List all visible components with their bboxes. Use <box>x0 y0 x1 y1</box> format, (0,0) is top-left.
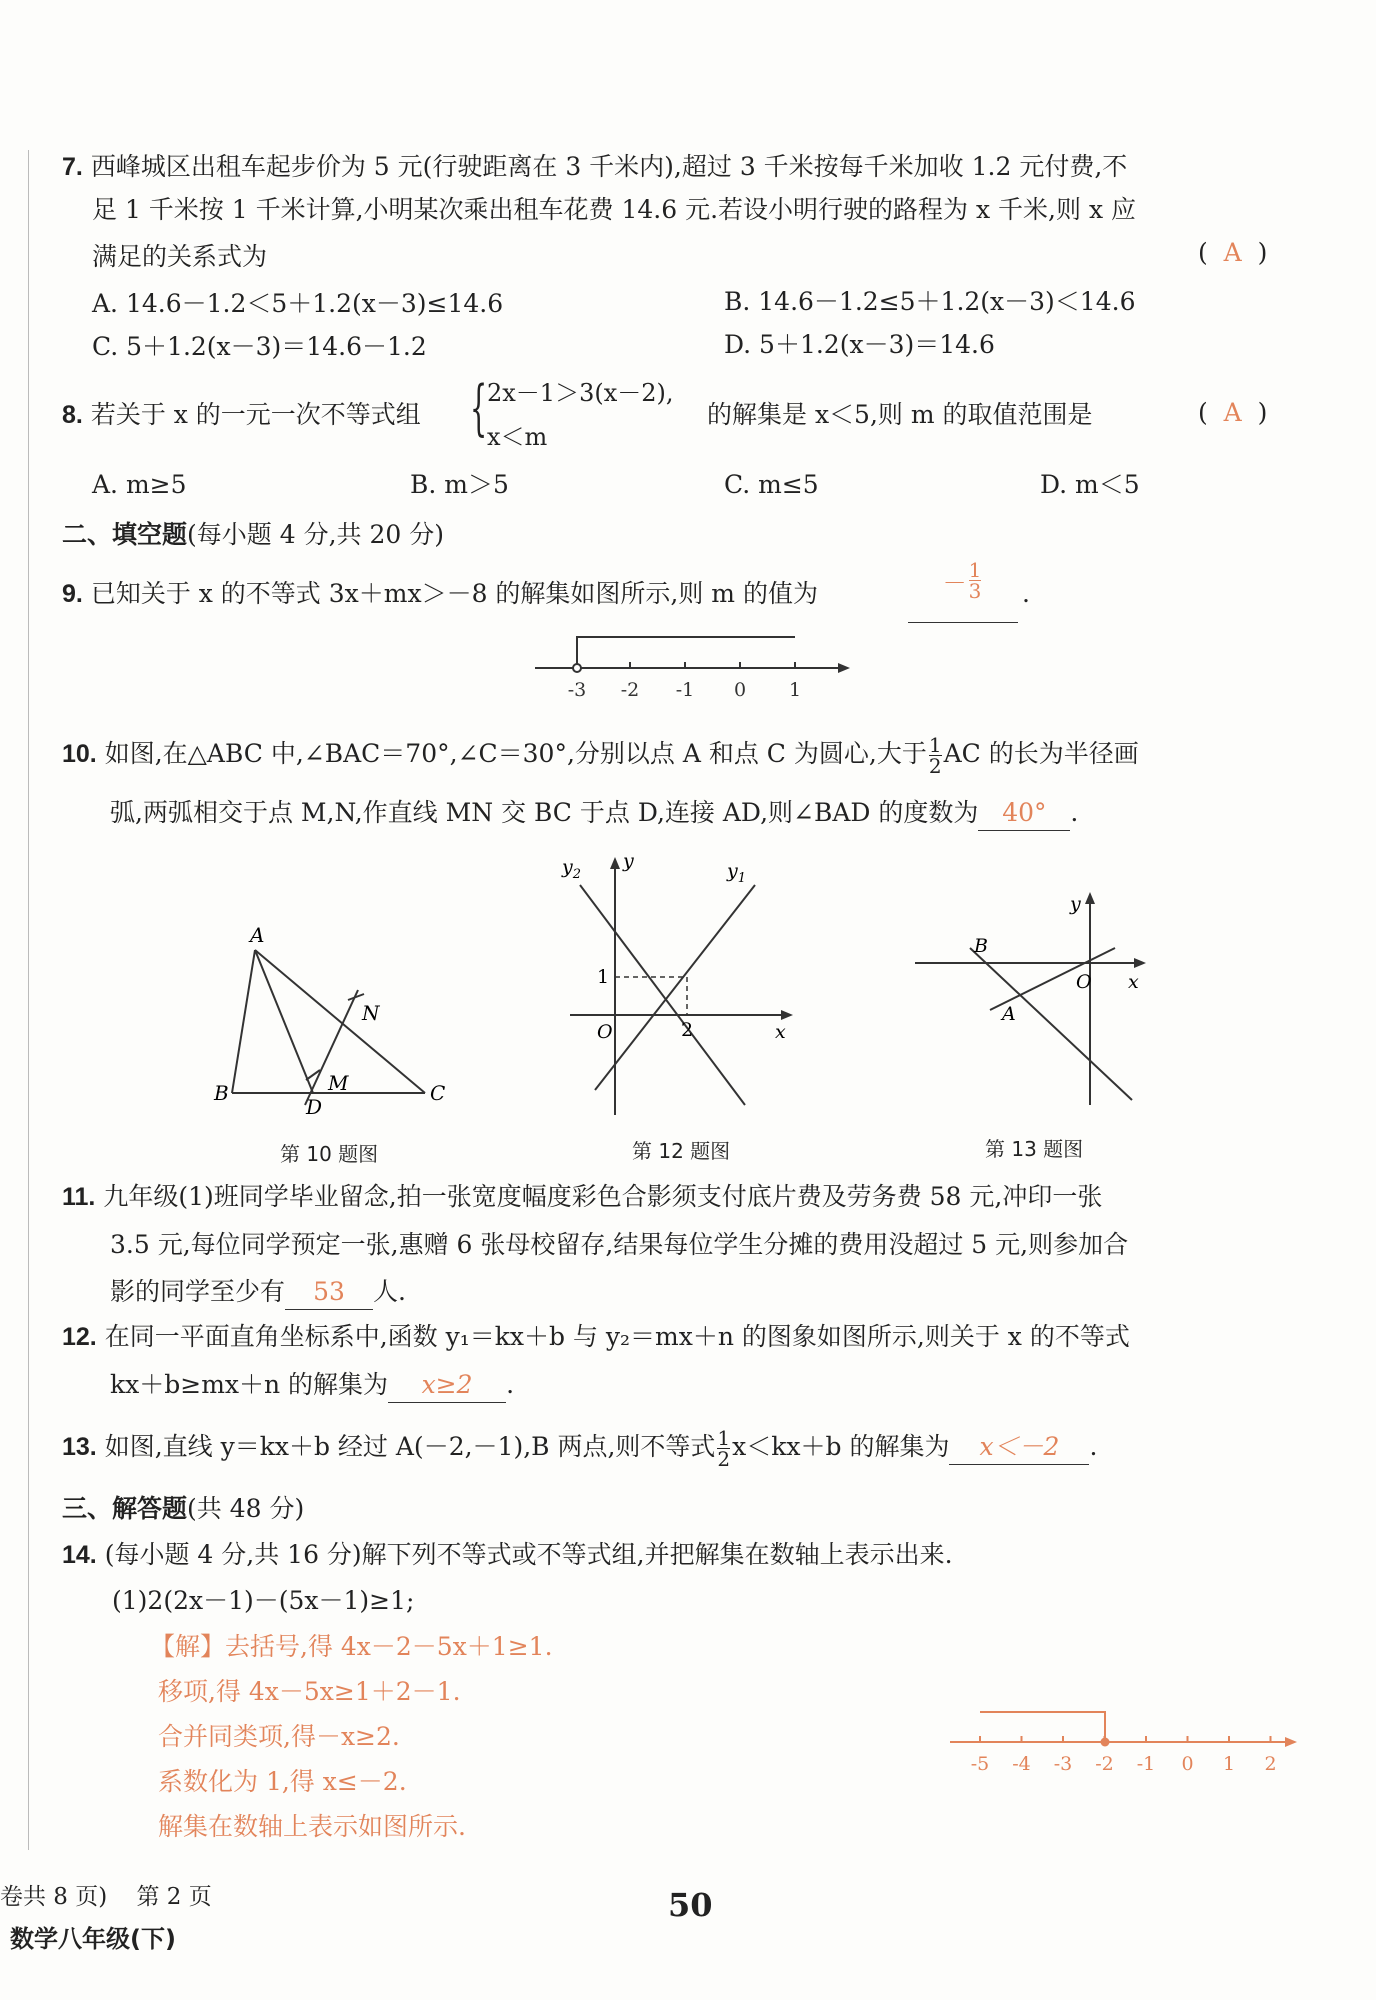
q12-line2 <box>110 1368 514 1403</box>
section-2-heading <box>62 518 444 552</box>
q13-answer: x＜－2 <box>949 1430 1089 1465</box>
fig10-label-B: B <box>214 1081 229 1105</box>
q11-answer: 53 <box>285 1275 373 1310</box>
q9-tick-label: -1 <box>675 679 695 701</box>
figure-13-caption: 第 13 题图 <box>985 1137 1084 1161</box>
q10-fraction-numerator: 1 <box>928 733 942 757</box>
margin-rule <box>28 150 29 1850</box>
q9-end: . <box>1022 579 1030 608</box>
q7-text-2: 足 1 千米按 1 千米计算,小明某次乘出租车花费 14.6 元.若设小明行驶的路程为 x 千米,则 x 应 <box>92 195 1136 224</box>
q8-option-c: C. m≤5 <box>724 470 819 499</box>
footer-page-number: 50 <box>668 1886 713 1924</box>
q13-number: 13. <box>62 1433 97 1461</box>
footer-left-1 <box>0 1880 212 1914</box>
q9-answer-numerator: 1 <box>968 558 982 582</box>
q7-line2 <box>92 193 1136 227</box>
q8-line1 <box>62 398 421 432</box>
q13-fraction-denominator: 2 <box>717 1447 731 1471</box>
q14-solution-2: 移项,得 4x－5x≥1＋2－1. <box>158 1677 461 1706</box>
q7-line3 <box>92 240 267 274</box>
q14-number: 14. <box>62 1541 97 1569</box>
q12-text-2: kx＋b≥mx＋n 的解集为 <box>110 1370 389 1399</box>
section-3-title: 三、解答题 <box>62 1495 188 1523</box>
q8-option-d: D. m＜5 <box>1040 470 1140 499</box>
figure-12-caption: 第 12 题图 <box>632 1139 731 1163</box>
q10-text-1b: AC 的长为半径画 <box>943 739 1139 768</box>
figure-10-caption: 第 10 题图 <box>280 1142 379 1166</box>
q13-text-a: 如图,直线 y＝kx＋b 经过 A(－2,－1),B 两点,则不等式 <box>104 1432 716 1461</box>
q10-fraction <box>929 735 942 776</box>
q7-text-3: 满足的关系式为 <box>92 242 268 271</box>
q7-number: 7. <box>62 153 83 181</box>
q8-answer: A <box>1223 398 1242 427</box>
q11-line3 <box>110 1275 406 1310</box>
q9-number: 9. <box>62 580 83 608</box>
figure-10 <box>210 900 460 1115</box>
q11-line2 <box>110 1228 1128 1262</box>
q7-option-c: C. 5＋1.2(x－3)＝14.6－1.2 <box>92 332 427 361</box>
q14-solution-4: 系数化为 1,得 x≤－2. <box>158 1767 407 1796</box>
fig13-label-y: y <box>1070 893 1081 915</box>
q13-text-b: x＜kx＋b 的解集为 <box>732 1432 950 1461</box>
q8-option-a: A. m≥5 <box>92 470 187 499</box>
q7-text-1: 西峰城区出租车起步价为 5 元(行驶距离在 3 千米内),超过 3 千米按每千米加收 1.2 元付费,不 <box>90 152 1128 181</box>
figure-13 <box>910 880 1160 1120</box>
fig10-label-D: D <box>306 1095 323 1115</box>
q7-line1 <box>62 150 1127 184</box>
q9-line <box>62 577 818 611</box>
q7-option-a: A. 14.6－1.2＜5＋1.2(x－3)≤14.6 <box>92 289 504 318</box>
fig13-label-O: O <box>1076 971 1092 993</box>
q11-text-3a: 影的同学至少有 <box>110 1277 286 1306</box>
q14-tick-label: 2 <box>1264 1753 1277 1775</box>
q8-system-2: x＜m <box>487 423 548 451</box>
fig13-label-B: B <box>974 935 988 957</box>
q8-brace: { <box>470 373 488 443</box>
q14-tick-label: 0 <box>1181 1753 1194 1775</box>
q14-solution-5: 解集在数轴上表示如图所示. <box>158 1812 466 1841</box>
fig12-label-1: 1 <box>597 966 610 988</box>
q14-solution-1: 【解】去括号,得 4x－2－5x＋1≥1. <box>150 1632 553 1661</box>
footer-book-title: 数学八年级(下) <box>10 1925 176 1953</box>
fig10-label-M: M <box>328 1071 349 1095</box>
fig10-label-A: A <box>250 923 265 947</box>
fig10-label-N: N <box>362 1001 380 1025</box>
q14-solution-3: 合并同类项,得－x≥2. <box>158 1722 400 1751</box>
q7-option-d: D. 5＋1.2(x－3)＝14.6 <box>724 330 995 359</box>
q14-tick-label: -1 <box>1136 1753 1156 1775</box>
q8-pre: 若关于 x 的一元一次不等式组 <box>90 400 421 429</box>
q11-line1 <box>62 1180 1102 1214</box>
q7-answer: A <box>1223 238 1242 267</box>
section-3-heading <box>62 1492 304 1526</box>
q14-line <box>62 1538 953 1572</box>
q10-text-1a: 如图,在△ABC 中,∠BAC＝70°,∠C＝30°,分别以点 A 和点 C 为圆心,大于 <box>104 739 927 768</box>
footer-sheet-page: 第 2 页 <box>136 1884 212 1910</box>
fig12-label-O: O <box>597 1021 613 1043</box>
q9-answer-blank <box>908 560 1018 623</box>
section-3-note: (共 48 分) <box>187 1494 305 1523</box>
q11-number: 11. <box>62 1183 96 1211</box>
q7-answer-bracket: ( A ) <box>1198 238 1268 267</box>
section-2-note: (每小题 4 分,共 20 分) <box>187 520 444 549</box>
q8-post: 的解集是 x＜5,则 m 的取值范围是 <box>707 400 1093 429</box>
q8-answer-bracket: ( A ) <box>1198 398 1268 427</box>
fig13-label-x: x <box>1128 971 1139 993</box>
figure-12 <box>555 845 805 1120</box>
fig12-label-x: x <box>775 1021 786 1043</box>
q8-option-b: B. m＞5 <box>410 470 509 499</box>
q12-text-1: 在同一平面直角坐标系中,函数 y₁＝kx＋b 与 y₂＝mx＋n 的图象如图所示,则关于 x 的不等式 <box>104 1322 1130 1351</box>
fig12-label-y1: $y_1$ <box>727 860 747 886</box>
q12-end: . <box>506 1370 515 1399</box>
fig10-label-C: C <box>430 1081 446 1105</box>
q14-number-line <box>945 1700 1305 1780</box>
q10-answer: 40° <box>978 796 1070 831</box>
q9-answer-denominator: 3 <box>968 579 982 603</box>
q10-end: . <box>1070 798 1079 827</box>
q14-tick-label: -4 <box>1012 1753 1031 1775</box>
q11-text-3b: 人. <box>373 1277 406 1306</box>
q8-system-1: 2x－1＞3(x－2), <box>487 379 674 407</box>
q7-option-b: B. 14.6－1.2≤5＋1.2(x－3)＜14.6 <box>724 287 1136 316</box>
q14-text: (每小题 4 分,共 16 分)解下列不等式或不等式组,并把解集在数轴上表示出来. <box>104 1540 953 1569</box>
q11-text-2: 3.5 元,每位同学预定一张,惠赠 6 张母校留存,结果每位学生分摊的费用没超过 5 元,则参加合 <box>110 1230 1129 1259</box>
fig12-label-y2: $y_2$ <box>562 856 582 882</box>
q13-end: . <box>1089 1432 1098 1461</box>
q10-line1 <box>62 735 1139 776</box>
fig13-label-A: A <box>1002 1003 1016 1025</box>
footer-total-pages: 卷共 8 页) <box>0 1884 108 1910</box>
q9-answer-fraction <box>969 560 982 601</box>
section-2-title: 二、填空题 <box>62 521 188 549</box>
q10-number: 10. <box>62 740 97 768</box>
q14-tick-label: 1 <box>1222 1753 1236 1775</box>
q14-tick-label: -2 <box>1095 1753 1114 1775</box>
q13-line1 <box>62 1428 1097 1469</box>
q9-tick-label: -3 <box>567 679 587 701</box>
q11-text-1: 九年级(1)班同学毕业留念,拍一张宽度幅度彩色合影须支付底片费及劳务费 58 元,冲印一张 <box>103 1182 1103 1211</box>
q9-number-line <box>530 625 860 705</box>
q10-fraction-denominator: 2 <box>928 754 942 778</box>
q14-part1: (1)2(2x－1)－(5x－1)≥1; <box>112 1586 415 1615</box>
q9-answer-sign: － <box>942 569 967 597</box>
q9-tick-label: 1 <box>788 679 802 701</box>
q13-fraction-numerator: 1 <box>717 1426 731 1450</box>
q9-text: 已知关于 x 的不等式 3x＋mx＞－8 的解集如图所示,则 m 的值为 <box>90 579 818 608</box>
q9-tick-label: -2 <box>620 679 640 701</box>
q8-number: 8. <box>62 401 83 429</box>
q14-tick-label: -5 <box>970 1753 990 1775</box>
q13-fraction <box>717 1428 730 1469</box>
fig12-label-2: 2 <box>681 1019 694 1041</box>
q14-tick-label: -3 <box>1053 1753 1073 1775</box>
q10-text-2: 弧,两弧相交于点 M,N,作直线 MN 交 BC 于点 D,连接 AD,则∠BAD 的度数为 <box>110 798 979 827</box>
q9-tick-label: 0 <box>733 679 747 701</box>
q12-number: 12. <box>62 1323 97 1351</box>
fig12-label-y: y <box>623 850 634 872</box>
q12-line1 <box>62 1320 1130 1354</box>
q12-answer: x≥2 <box>388 1368 506 1403</box>
q10-line2 <box>110 796 1078 831</box>
